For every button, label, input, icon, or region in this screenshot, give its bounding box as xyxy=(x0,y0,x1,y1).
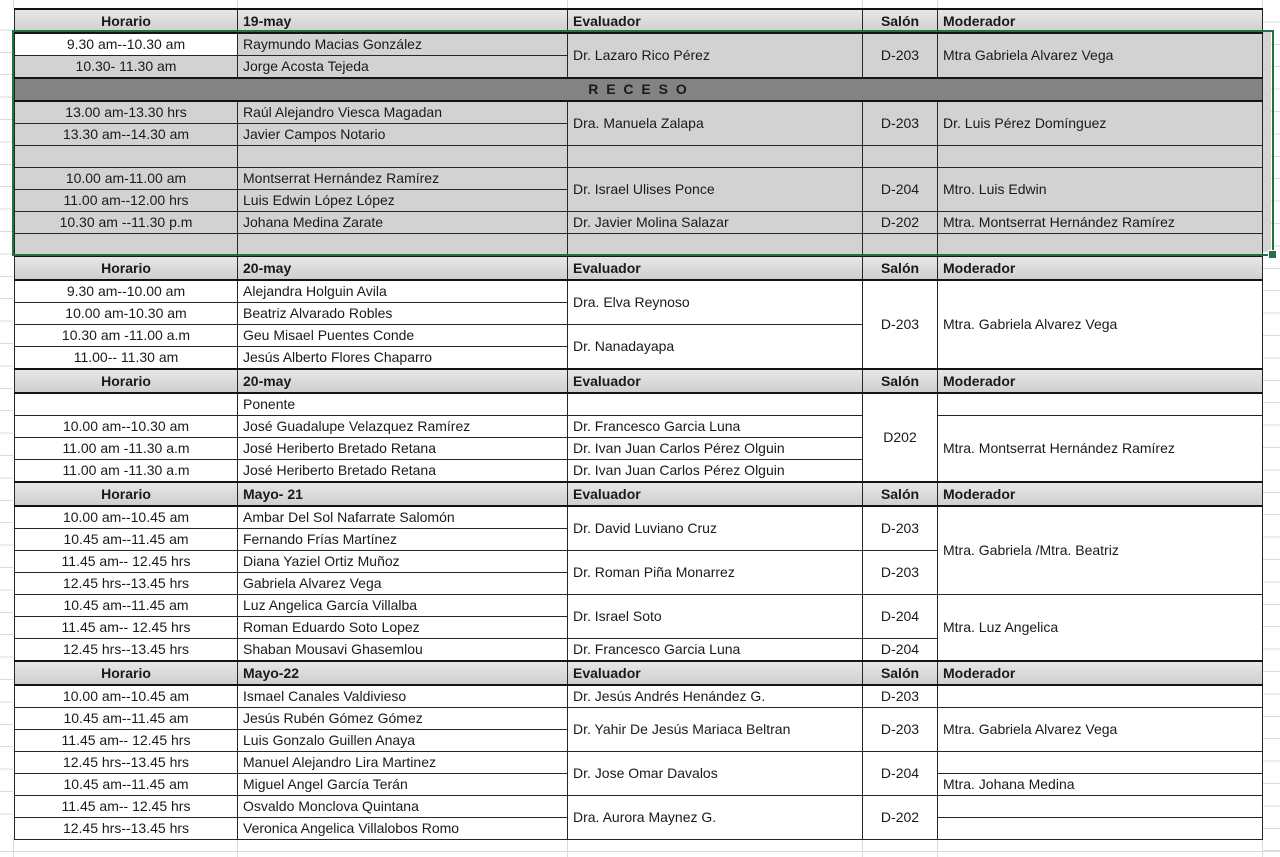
header-cell[interactable]: Moderador xyxy=(938,9,1263,33)
table-row xyxy=(15,416,1263,438)
header-cell[interactable]: Horario xyxy=(15,369,238,393)
gridline xyxy=(567,838,568,857)
table-cell[interactable]: Mtro. Luis Edwin xyxy=(938,168,1263,212)
table-cell[interactable]: 10.00 am-11.00 am xyxy=(15,168,238,190)
table-cell[interactable]: Raymundo Macias González xyxy=(238,33,568,56)
table-cell[interactable]: 10.30 am -11.00 a.m xyxy=(15,325,238,347)
table-cell[interactable]: Diana Yaziel Ortiz Muñoz xyxy=(238,551,568,573)
table-cell[interactable] xyxy=(938,818,1263,840)
table-cell[interactable] xyxy=(938,685,1263,708)
table-row xyxy=(15,708,1263,730)
table-cell[interactable]: D-203 xyxy=(863,33,938,78)
table-cell[interactable]: 10.30 am --11.30 p.m xyxy=(15,212,238,234)
table-cell[interactable] xyxy=(863,234,938,257)
table-cell[interactable]: 13.30 am--14.30 am xyxy=(15,124,238,146)
table-cell[interactable] xyxy=(568,234,863,257)
header-cell[interactable]: Evaluador xyxy=(568,256,863,280)
table-cell[interactable]: D-203 xyxy=(863,708,938,752)
table-cell[interactable]: Dr. Francesco Garcia Luna xyxy=(568,639,863,662)
table-cell[interactable]: 12.45 hrs--13.45 hrs xyxy=(15,573,238,595)
section-header-row xyxy=(15,661,1263,685)
table-cell[interactable]: D-203 xyxy=(863,551,938,595)
sheet-gridlines-left xyxy=(0,8,13,836)
table-cell[interactable]: Dra. Elva Reynoso xyxy=(568,280,863,325)
table-cell[interactable]: Mtra. Gabriela Alvarez Vega xyxy=(938,280,1263,369)
table-cell[interactable]: 13.00 am-13.30 hrs xyxy=(15,101,238,124)
table-cell[interactable]: 10.45 am--11.45 am xyxy=(15,708,238,730)
table-cell[interactable] xyxy=(938,796,1263,818)
header-cell[interactable]: Moderador xyxy=(938,661,1263,685)
gridline xyxy=(13,838,14,857)
table-cell[interactable]: Fernando Frías Martínez xyxy=(238,529,568,551)
table-cell[interactable]: D202 xyxy=(863,393,938,482)
table-cell[interactable]: Jesús Rubén Gómez Gómez xyxy=(238,708,568,730)
section-header-row xyxy=(15,256,1263,280)
table-cell[interactable]: Dr. Jose Omar Davalos xyxy=(568,752,863,796)
table-cell[interactable]: D-203 xyxy=(863,506,938,551)
header-cell[interactable]: Evaluador xyxy=(568,661,863,685)
table-cell[interactable]: Geu Misael Puentes Conde xyxy=(238,325,568,347)
table-cell[interactable]: 10.30- 11.30 am xyxy=(15,56,238,79)
table-cell[interactable]: Dr. David Luviano Cruz xyxy=(568,506,863,551)
section-header-row xyxy=(15,9,1263,33)
header-cell[interactable]: Evaluador xyxy=(568,9,863,33)
table-cell[interactable]: Shaban Mousavi Ghasemlou xyxy=(238,639,568,662)
header-cell[interactable]: 20-may xyxy=(238,256,568,280)
table-cell[interactable] xyxy=(568,146,863,168)
table-cell[interactable]: Johana Medina Zarate xyxy=(238,212,568,234)
header-cell[interactable]: Moderador xyxy=(938,369,1263,393)
table-cell[interactable]: 10.00 am-10.30 am xyxy=(15,303,238,325)
table-cell[interactable]: Alejandra Holguin Avila xyxy=(238,280,568,303)
table-cell[interactable]: 11.45 am-- 12.45 hrs xyxy=(15,551,238,573)
table-cell[interactable] xyxy=(15,234,238,257)
table-cell[interactable]: 11.00 am--12.00 hrs xyxy=(15,190,238,212)
gridline xyxy=(1262,0,1263,8)
header-cell[interactable]: Mayo- 21 xyxy=(238,482,568,506)
table-cell[interactable]: Ambar Del Sol Nafarrate Salomón xyxy=(238,506,568,529)
header-cell[interactable]: Evaluador xyxy=(568,369,863,393)
header-cell[interactable]: Salón xyxy=(863,482,938,506)
table-cell[interactable]: Beatriz Alvarado Robles xyxy=(238,303,568,325)
table-cell[interactable]: D-202 xyxy=(863,212,938,234)
table-cell[interactable]: 11.45 am-- 12.45 hrs xyxy=(15,796,238,818)
table-row xyxy=(15,33,1263,56)
table-cell[interactable]: Osvaldo Monclova Quintana xyxy=(238,796,568,818)
table-cell[interactable]: Dr. Israel Ulises Ponce xyxy=(568,168,863,212)
table-cell[interactable] xyxy=(938,752,1263,774)
table-cell[interactable]: 10.45 am--11.45 am xyxy=(15,595,238,617)
table-cell[interactable]: Luis Gonzalo Guillen Anaya xyxy=(238,730,568,752)
table-cell[interactable]: 12.45 hrs--13.45 hrs xyxy=(15,639,238,662)
gridline xyxy=(567,0,568,8)
gridline xyxy=(937,0,938,8)
gridline xyxy=(937,838,938,857)
table-cell[interactable]: José Guadalupe Velazquez Ramírez xyxy=(238,416,568,438)
table-cell[interactable] xyxy=(938,234,1263,257)
table-cell[interactable]: D-204 xyxy=(863,639,938,662)
table-cell[interactable]: Dr. Jesús Andrés Henández G. xyxy=(568,685,863,708)
table-cell[interactable]: 10.00 am--10.30 am xyxy=(15,416,238,438)
table-cell[interactable]: Ponente xyxy=(238,393,568,416)
table-row xyxy=(15,796,1263,818)
gridline xyxy=(237,0,238,8)
table-cell[interactable]: D-203 xyxy=(863,101,938,146)
selection-tint xyxy=(1262,31,1271,252)
table-cell[interactable]: José Heriberto Bretado Retana xyxy=(238,460,568,483)
table-cell[interactable]: 10.45 am--11.45 am xyxy=(15,529,238,551)
table-cell[interactable]: Mtra. Gabriela /Mtra. Beatriz xyxy=(938,506,1263,595)
section-header-row xyxy=(15,482,1263,506)
table-cell[interactable]: D-204 xyxy=(863,595,938,639)
table-row xyxy=(15,752,1263,774)
header-cell[interactable]: 19-may xyxy=(238,9,568,33)
table-cell[interactable]: Jesús Alberto Flores Chaparro xyxy=(238,347,568,370)
gridline xyxy=(0,851,1280,852)
table-cell[interactable]: Dr. Nanadayapa xyxy=(568,325,863,370)
table-cell[interactable]: Dr. Javier Molina Salazar xyxy=(568,212,863,234)
header-cell[interactable]: Horario xyxy=(15,256,238,280)
table-cell[interactable]: Dra. Manuela Zalapa xyxy=(568,101,863,146)
table-cell[interactable] xyxy=(15,393,238,416)
table-cell[interactable]: Dr. Ivan Juan Carlos Pérez Olguin xyxy=(568,460,863,483)
table-row xyxy=(15,393,1263,416)
header-cell[interactable]: Evaluador xyxy=(568,482,863,506)
table-row xyxy=(15,212,1263,234)
gridline xyxy=(1262,838,1263,857)
table-cell[interactable]: Roman Eduardo Soto Lopez xyxy=(238,617,568,639)
table-cell[interactable]: Jorge Acosta Tejeda xyxy=(238,56,568,79)
table-cell[interactable]: Dra. Aurora Maynez G. xyxy=(568,796,863,840)
header-cell[interactable]: Moderador xyxy=(938,482,1263,506)
table-cell[interactable]: José Heriberto Bretado Retana xyxy=(238,438,568,460)
table-cell[interactable]: Miguel Angel García Terán xyxy=(238,774,568,796)
section-header-row xyxy=(15,369,1263,393)
table-row xyxy=(15,595,1263,617)
table-cell[interactable] xyxy=(238,146,568,168)
header-cell[interactable]: Mayo-22 xyxy=(238,661,568,685)
table-cell[interactable]: 10.45 am--11.45 am xyxy=(15,774,238,796)
table-cell[interactable] xyxy=(938,146,1263,168)
table-cell[interactable]: Mtra Gabriela Alvarez Vega xyxy=(938,33,1263,78)
table-cell[interactable]: 10.00 am--10.45 am xyxy=(15,685,238,708)
table-cell[interactable]: Mtra. Montserrat Hernández Ramírez xyxy=(938,212,1263,234)
table-cell[interactable]: Montserrat Hernández Ramírez xyxy=(238,168,568,190)
table-cell[interactable]: Dr. Israel Soto xyxy=(568,595,863,639)
table-row xyxy=(15,280,1263,303)
table-cell[interactable]: 12.45 hrs--13.45 hrs xyxy=(15,818,238,840)
gridline xyxy=(862,838,863,857)
table-cell[interactable]: Dr. Ivan Juan Carlos Pérez Olguin xyxy=(568,438,863,460)
schedule-table[interactable] xyxy=(14,8,1263,840)
table-cell[interactable]: Manuel Alejandro Lira Martinez xyxy=(238,752,568,774)
table-cell[interactable]: 11.45 am-- 12.45 hrs xyxy=(15,617,238,639)
header-cell[interactable]: Horario xyxy=(15,9,238,33)
table-cell[interactable]: D-203 xyxy=(863,685,938,708)
table-cell[interactable]: D-202 xyxy=(863,796,938,840)
table-cell[interactable]: Raúl Alejandro Viesca Magadan xyxy=(238,101,568,124)
table-cell[interactable] xyxy=(568,393,863,416)
table-cell[interactable]: 12.45 hrs--13.45 hrs xyxy=(15,752,238,774)
header-cell[interactable]: 20-may xyxy=(238,369,568,393)
table-cell[interactable]: Veronica Angelica Villalobos Romo xyxy=(238,818,568,840)
header-cell[interactable]: Horario xyxy=(15,661,238,685)
table-cell[interactable]: Luz Angelica García Villalba xyxy=(238,595,568,617)
table-row xyxy=(15,234,1263,257)
gridline xyxy=(13,0,14,8)
table-cell[interactable]: D-203 xyxy=(863,280,938,369)
table-cell[interactable]: 10.00 am--10.45 am xyxy=(15,506,238,529)
table-cell[interactable]: Dr. Luis Pérez Domínguez xyxy=(938,101,1263,146)
table-cell[interactable] xyxy=(863,146,938,168)
header-cell[interactable]: Salón xyxy=(863,661,938,685)
table-cell[interactable]: Dr. Lazaro Rico Pérez xyxy=(568,33,863,78)
table-row xyxy=(15,168,1263,190)
table-cell[interactable]: Dr. Francesco Garcia Luna xyxy=(568,416,863,438)
header-cell[interactable]: Salón xyxy=(863,369,938,393)
table-cell[interactable]: 11.45 am-- 12.45 hrs xyxy=(15,730,238,752)
table-cell[interactable]: D-204 xyxy=(863,168,938,212)
table-row xyxy=(15,685,1263,708)
active-cell[interactable]: 9.30 am--10.30 am xyxy=(15,33,238,56)
receso-cell[interactable]: R E C E S O xyxy=(15,78,1263,101)
header-cell[interactable]: Horario xyxy=(15,482,238,506)
table-cell[interactable]: Mtra. Luz Angelica xyxy=(938,595,1263,662)
table-cell[interactable]: 11.00-- 11.30 am xyxy=(15,347,238,370)
table-cell[interactable]: Gabriela Alvarez Vega xyxy=(238,573,568,595)
gridline xyxy=(237,838,238,857)
schedule-table-body xyxy=(15,9,1263,840)
receso-row xyxy=(15,78,1263,101)
header-cell[interactable]: Moderador xyxy=(938,256,1263,280)
gridline xyxy=(862,0,863,8)
table-row xyxy=(15,506,1263,529)
table-cell[interactable]: Mtra. Montserrat Hernández Ramírez xyxy=(938,416,1263,483)
table-cell[interactable]: Dr. Roman Piña Monarrez xyxy=(568,551,863,595)
table-cell[interactable]: Mtra. Johana Medina xyxy=(938,774,1263,796)
table-cell[interactable] xyxy=(938,393,1263,416)
table-row xyxy=(15,101,1263,124)
table-row xyxy=(15,146,1263,168)
table-cell[interactable]: Javier Campos Notario xyxy=(238,124,568,146)
table-cell[interactable] xyxy=(15,146,238,168)
table-cell[interactable]: Dr. Yahir De Jesús Mariaca Beltran xyxy=(568,708,863,752)
table-cell[interactable]: 9.30 am--10.00 am xyxy=(15,280,238,303)
header-cell[interactable]: Salón xyxy=(863,256,938,280)
header-cell[interactable]: Salón xyxy=(863,9,938,33)
table-cell[interactable]: Mtra. Gabriela Alvarez Vega xyxy=(938,708,1263,752)
table-cell[interactable]: 11.00 am -11.30 a.m xyxy=(15,460,238,483)
table-cell[interactable] xyxy=(238,234,568,257)
table-cell[interactable]: Luis Edwin López López xyxy=(238,190,568,212)
table-cell[interactable]: 11.00 am -11.30 a.m xyxy=(15,438,238,460)
table-cell[interactable]: D-204 xyxy=(863,752,938,796)
table-cell[interactable]: Ismael Canales Valdivieso xyxy=(238,685,568,708)
